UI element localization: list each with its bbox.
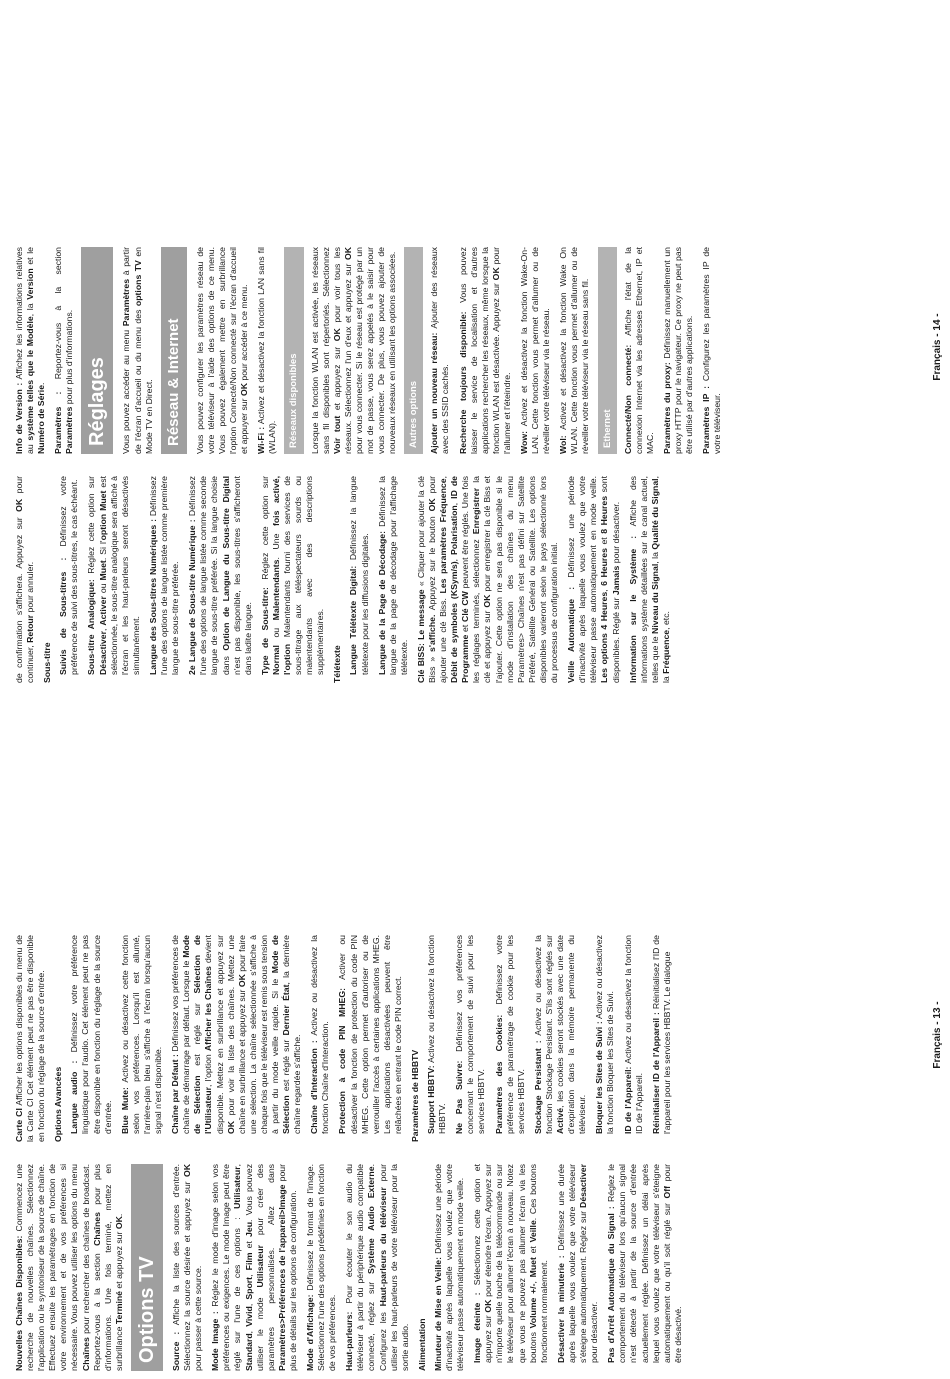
paragraph: Paramètres du proxy: Définissez manuellement un proxy HTTP pour le navigateur. Ce proxy ne peut pas être utilisé par d'autres applications. — [661, 246, 695, 454]
paragraph: Info de Version : Affichez les informations relatives au système telles que le Modèle, la Version et le Numéro de Série. — [14, 246, 47, 454]
chapter-heading: Réglages — [81, 247, 113, 454]
paragraph: Langue audio : Définissez votre préférence linguistique pour l'audio. Cet élément peut ne pas être disponible en fonction du réglage de la source d'entrée. — [69, 935, 113, 1134]
paragraph: Langue des Sous-titres Numériques : Définissez l'une des options de langue listée comme première langue de sous-titre préférée. — [147, 476, 181, 675]
paragraph: 2e Langue de Sous-titre Numérique : Définissez l'une des options de langue listée comme seconde langue de sous-titre préférée. Si la langue choisie dans Option de Langue du Sous-titre Digital n'est pas disponible, les sous-titres s'afficheront dans ladite langue. — [187, 476, 253, 675]
paragraph: Protection à code PIN MHEG: Activer ou désactiver la fonction de protection du code PIN MHEG. Cette option permet d'autoriser ou de verrouiller l'accès à certaines applications MHEG. Les applications désactivées peuvent être relâchées en entrant le code PIN correct. — [337, 935, 403, 1134]
paragraph: Mode Image : Réglez le mode d'image selon vos préférences ou exigences. Le mode Image peut être réglé sur l'une de ces options : Utilisateur, Standard, Vivid, Sport, Film et Jeu. Vous pouvez utiliser le mode Utilisateur pour créer des paramètres personnalisés. Allez dans Paramètres>Préférences de l'appareil>Image pour plus de détails sur les options de configuration. — [210, 1163, 298, 1371]
paragraph: Wi-Fi : Activez et désactivez la fonction LAN sans fil (WLAN). — [256, 247, 278, 454]
paragraph: Information sur le Système : Affiche des informations système détaillées sur le canal actuel, telles que le Niveau du Signal, la Qualité du Signal, la Fréquence, etc. — [627, 475, 671, 683]
paragraph: Recherche toujours disponible: Vous pouvez laisser le service de localisation et d'autres applications rechercher les réseaux, même lorsque la fonction WLAN est désactivée. Appuyez sur OK pour l'allumer et l'éteindre. — [457, 247, 512, 454]
paragraph: Clé BISS: Le message « Cliquer pour ajouter la clé Biss » s'affiche. Appuyez sur le bouton OK pour ajouter une clé Biss. Les paramètres Fréquence, Débit de symboles (KSym/s), Polarisation, ID de Programme et Clé CW peuvent être réglés. Une fois les réglages terminés, sélectionnez Enregistrer la clé et appuyez sur OK pour enregistrer la clé Biss et l'ajouter. Cette option ne sera pas disponible si le mode d'installation des chaînes du menu Paramètres> Chaînes n'est pas défini sur Satellite Préféré, Satellite Général ou Satellite. Les options disponibles varieront selon le pays sélectionné lors du processus de configuration initial. — [415, 476, 560, 683]
chapter-heading: Réseau & Internet — [161, 247, 187, 454]
page-14 — [14, 11, 943, 683]
section-heading: Autres options — [404, 247, 423, 454]
paragraph: Vous pouvez configurer les paramètres réseau de votre téléviseur à l'aide des options de ce menu. Vous pouvez également mettre en surbrillance l'option Connecté/Non connecté sur l'écran d'accueil et appuyer sur OK pour accéder à ce menu. — [194, 247, 250, 454]
paragraph: Bloquer les Sites de Suivi : Activez ou désactivez la fonction Bloquer les Sites de Suivi. — [594, 935, 616, 1134]
paragraph: Paramètres IP : Configurez les paramètres IP de votre téléviseur. — [701, 247, 723, 454]
paragraph: Connecté/Non connecté: Affiche l'état de la connexion Internet via les adresses Ethernet, IP et MAC. — [622, 247, 655, 454]
subheading: Sous-titre — [42, 642, 53, 683]
paragraph: Blue Mute: Activez ou désactivez cette fonction selon vos préférences. Lorsqu'il est allumé, l'arrière-plan bleu s'affiche à l'écran lorsqu'aucun signal n'est disponible. — [119, 935, 164, 1134]
paragraph: Veille Automatique : Définissez une période d'inactivité après laquelle vous voulez que votre téléviseur passe automatiquement en mode veille. Les options 4 Heures, 6 Heures et 8 Heures sont disponibles. Réglé sur Jamais pour désactiver. — [566, 476, 621, 683]
paragraph: Stockage Persistant : Activez ou désactivez la fonction Stockage Persistant. S'ils sont réglés sur Activé, les cookies seront stockés avec une date d'expiration dans la mémoire permanente du téléviseur. — [532, 935, 588, 1134]
paragraph: ID de l'Appareil: Activez ou désactivez la fonction ID de l'Appareil. — [622, 935, 644, 1134]
paragraph: Vous pouvez accéder au menu Paramètres à partir de l'écran d'accueil ou du menu des options TV en Mode TV en Direct. — [121, 247, 154, 454]
section-heading: Ethernet — [598, 247, 617, 454]
paragraph: Nouvelles Chaînes Disponibles: Commencez une recherche de nouvelles chaînes. Sélectionnez l'application ou le syntoniseur de la source de chaîne. Effectuez ensuite les paramétrages en fonction de votre environnement et de vos préférences si nécessaire. Vous pouvez utiliser les options du menu Chaînes pour rechercher des chaînes de broadcast. Reportez-vous à la section Chaînes pour plus d'informations. Une fois terminé, mettez en surbrillance Terminé et appuyez sur OK. — [14, 1164, 124, 1371]
paragraph: Haut-parleurs: Pour écouter le son audio du téléviseur à partir du périphérique audio compatible connecté, réglez sur Système Audio Externe. Configurez les Haut-parleurs du téléviseur pour utiliser les haut-parleurs de votre téléviseur pour la sortie audio. — [344, 1164, 410, 1371]
page-14-footer: Français - 14 - — [932, 313, 943, 381]
page-13-column-2 — [14, 935, 679, 1142]
paragraph: Suivis de Sous-titres : Définissez votre préférence de suivi des sous-titres, le cas échéant. — [58, 476, 80, 675]
paragraph: Paramètres : Reportez-vous à la section Paramètres pour plus d'informations. — [53, 247, 75, 454]
page-14-column-1 — [14, 476, 678, 683]
paragraph: Type de Sous-titre: Réglez cette option sur Normal ou Malentendants. Une fois activé, l'option Malentendants fourni des services de sous-titrage aux téléspectateurs sourds ou malentendants avec des descriptions supplémentaires. — [259, 476, 326, 675]
section-heading: Réseaux disponibles — [284, 247, 303, 454]
paragraph: Ne Pas Suivre: Définissez vos préférences concernant le comportement de suivi pour les services HBBTV. — [454, 935, 487, 1134]
paragraph: Lorsque la fonction WLAN est activée, les réseaux sans fil disponibles sont répertoriés. Sélectionnez Voir tout et appuyez sur OK pour voir tous les réseaux. Sélectionnez l'un d'eux et appuyez sur OK pour vous connecter. Si le réseau est protégé par un mot de passe, vous serez appelés à le saisir pour vous connecter. De plus, vous pouvez ajouter de nouveaux réseaux en utilisant les options associées. — [309, 247, 398, 454]
paragraph: Langue de la Page de Décodage: Définissez la langue de la page de décodage pour l'affichage télétexte. — [376, 476, 409, 675]
paragraph: Chaîne d'Interaction : Activez ou désactivez la fonction Chaîne d'Interaction. — [309, 935, 331, 1134]
page-13-column-1 — [14, 1164, 690, 1371]
paragraph: Pas d'Arrêt Automatique du Signal : Réglez le comportement du téléviseur lors qu'aucun signal n'est détecté à partir de la source d'entrée actuellement réglée. Définissez un délai après lequel vous voulez que votre téléviseur s'éteigne automatiquement ou qu'il soit réglé sur Off pour être désactivé. — [606, 1164, 683, 1363]
paragraph: Langue Télétexte Digital: Définissez la langue télétexte pour les diffusions digitales. — [348, 476, 370, 675]
paragraph: de confirmation s'affichera. Appuyez sur OK pour continuer, Retour pour annuler. — [14, 476, 36, 683]
page-13-footer: Français - 13 - — [932, 1001, 943, 1069]
paragraph: Support HBBTV: Activez ou désactivez la fonction HBBTV. — [426, 935, 448, 1134]
subheading: Alimentation — [416, 1318, 427, 1371]
paragraph: Paramètres des Cookies: Définissez votre préférence de paramétrage de cookie pour les services HBBTV. — [493, 935, 526, 1134]
paragraph: Image éteinte : Sélectionnez cette option et appuyez sur OK pour éteindre l'écran. Appuyez sur n'importe quelle touche de la télécommande ou sur le téléviseur pour allumer l'écran à nouveau. Notez que vous ne pouvez pas allumer l'écran via les boutons Volume +/-, Muet et Veille. Ces boutons fonctionnent normalement. — [472, 1163, 549, 1363]
paragraph: Source : Affiche la liste des sources d'entrée. Sélectionnez la source désirée et appuyez sur OK pour passer à cette source. — [170, 1164, 204, 1371]
subheading: Options Avancées — [53, 1066, 64, 1142]
paragraph: Réinitialiser ID de l'Appareil : Réinitialisez l'ID de l'appareil pour les services HBBTV. Le dialogue — [650, 935, 672, 1134]
paragraph: Ajouter un nouveau réseau: Ajouter des réseaux avec des SSID cachés. — [429, 247, 451, 454]
page-14-column-2 — [14, 247, 729, 454]
paragraph: Carte CI Afficher les options disponibles du menu de la Carte CI Cet élément peut ne pas être disponible en fonction du réglage de la source d'entrée. — [14, 934, 47, 1142]
paragraph: Wol: Activez et désactivez la fonction Wake On WLAN. Cette fonction vous permet d'allumer ou de réveiller votre téléviseur via le réseau sans fil. — [558, 247, 591, 454]
page-13 — [14, 699, 943, 1371]
subheading: Télétexte — [332, 645, 343, 683]
paragraph: Mode d'Affichage: Définissez le format de l'image. Sélectionnez l'une des options prédéfinies en fonction de vos préférences. — [304, 1164, 338, 1371]
paragraph: Minuteur de Mise en Veille: Définissez une période d'inactivité après laquelle vous voulez que votre téléviseur passe automatiquement en mode veille. — [432, 1164, 466, 1371]
chapter-heading: Options TV — [131, 1164, 163, 1371]
subheading: Paramètres de HBBTV — [410, 1049, 420, 1142]
paragraph: Désactiver la minuterie : Définissez une durée après laquelle vous voulez que votre téléviseur s'éteigne automatiquement. Réglez sur Désactiver pour désactiver. — [555, 1164, 600, 1363]
paragraph: Sous-titre Analogique: Réglez cette option sur Désactiver, Activer ou Muet. Si l'option Muet est sélectionnée, le sous-titre analogique sera affiché à l'écran et les haut-parleurs seront désactivés simultanément. — [86, 476, 141, 675]
paragraph: Chaîne par Défaut : Définissez vos préférences de chaîne de démarrage par défaut. Lorsque le Mode de Sélection est réglé sur Sélection de l'Utilisateur, l'option Afficher les Chaînes devient disponible. Mettez en surbrillance et appuyez sur OK pour voir la liste des chaînes. Mettez une chaîne en surbrillance et appuyez sur OK pour faire une sélection. La chaîne sélectionnée s'affiche à chaque fois que le téléviseur est remis sous tension à partir du mode veille rapide. Si le Mode de Sélection est réglé sur Dernier État, la dernière chaîne regardée s'affiche. — [170, 934, 303, 1134]
paragraph: Wow: Activez et désactivez la fonction Wake-On-LAN. Cette fonction vous permet d'allumer ou de réveiller votre téléviseur via le réseau. — [519, 247, 552, 454]
